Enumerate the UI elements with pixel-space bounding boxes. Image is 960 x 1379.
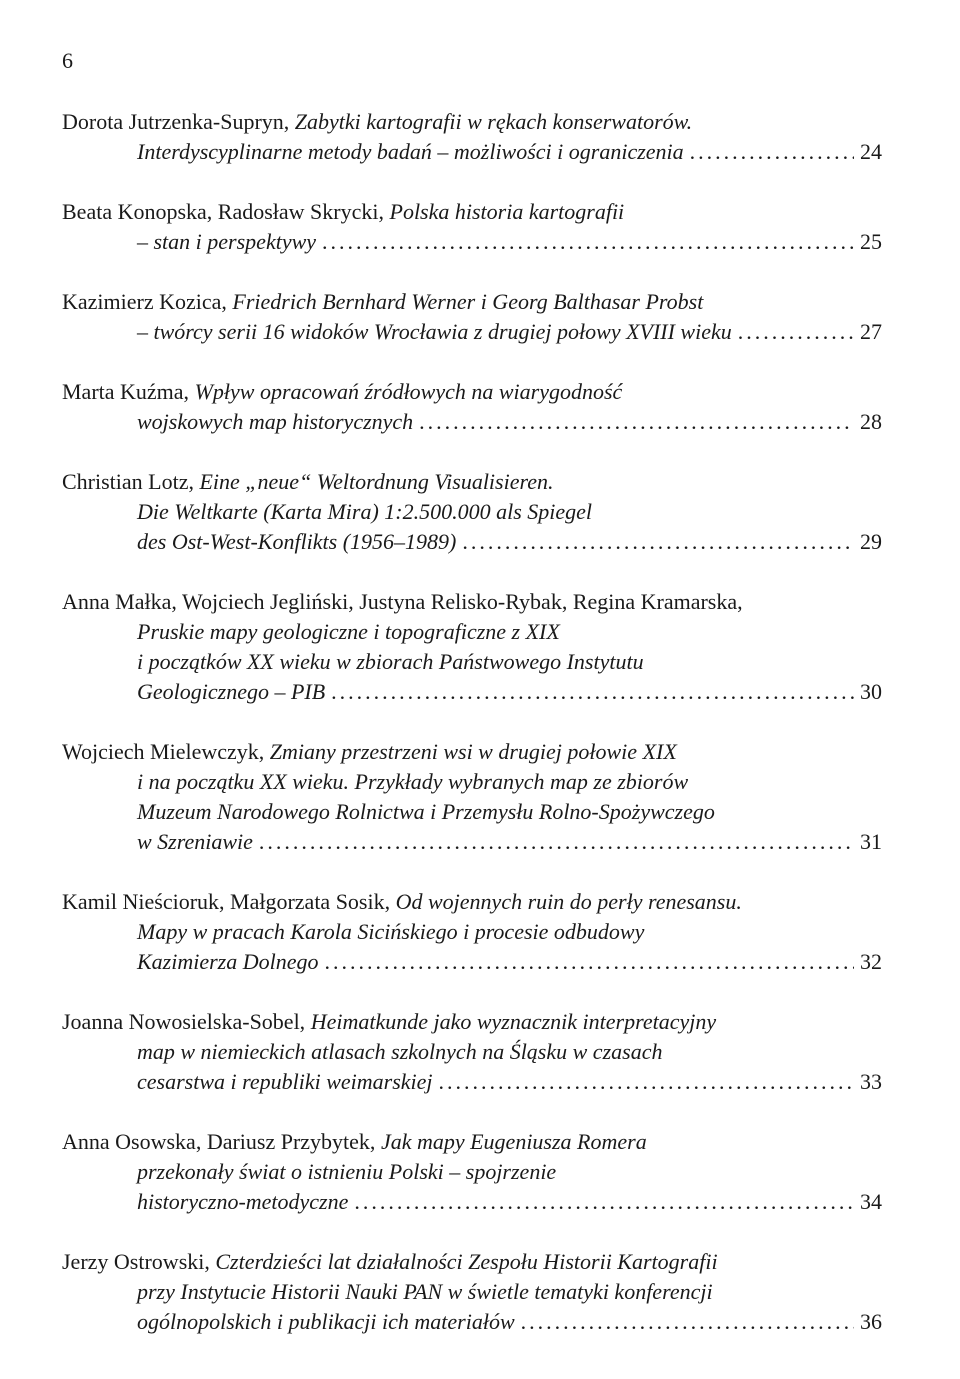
dot-leader — [325, 947, 855, 977]
toc-title-continuation: des Ost-West-Konflikts (1956–1989) — [137, 529, 457, 554]
toc-title-continuation: i na początku XX wieku. Przykłady wybranych map ze zbiorów — [137, 769, 689, 794]
toc-title-continuation: cesarstwa i republiki weimarskiej — [137, 1069, 433, 1094]
toc-title-continuation: Muzeum Narodowego Rolnictwa i Przemysłu Rolno-Spożywczego — [137, 799, 715, 824]
toc-title-continuation: w Szreniawie — [137, 829, 253, 854]
toc-title-continuation: historyczno-metodyczne — [137, 1189, 349, 1214]
toc-entry-last-line — [62, 317, 882, 347]
toc-entry-last-line — [62, 527, 882, 557]
toc-entry — [62, 1007, 882, 1097]
toc-author: Joanna Nowosielska-Sobel, — [62, 1009, 306, 1034]
toc-entry — [62, 197, 882, 257]
toc-entry-line — [62, 1277, 882, 1307]
toc-entry — [62, 287, 882, 347]
toc-entry-last-line — [62, 1187, 882, 1217]
toc-entry — [62, 467, 882, 557]
toc-entry — [62, 1247, 882, 1337]
toc-author: Dorota Jutrzenka-Supryn, — [62, 109, 290, 134]
toc-page-number[interactable]: 33 — [860, 1069, 882, 1094]
toc-entry-last-line — [62, 1307, 882, 1337]
toc-entry-line — [62, 797, 882, 827]
toc-entry — [62, 737, 882, 857]
toc-entry-line — [62, 497, 882, 527]
table-of-contents — [62, 107, 882, 1367]
toc-title-continuation: ogólnopolskich i publikacji ich materiałów — [137, 1309, 515, 1334]
toc-entry-last-line — [62, 827, 882, 857]
toc-page-number[interactable]: 27 — [860, 319, 882, 344]
toc-page-number[interactable]: 30 — [860, 679, 882, 704]
toc-title-continuation: Pruskie mapy geologiczne i topograficzne z XIX — [137, 619, 560, 644]
toc-title-continuation: przy Instytucie Historii Nauki PAN w świetle tematyki konferencji — [137, 1279, 713, 1304]
toc-page-number[interactable]: 34 — [860, 1189, 882, 1214]
toc-entry-line — [62, 917, 882, 947]
toc-entry — [62, 587, 882, 707]
toc-page-number[interactable]: 28 — [860, 409, 882, 434]
toc-title-continuation: Die Weltkarte (Karta Mira) 1:2.500.000 als Spiegel — [137, 499, 593, 524]
toc-entry — [62, 107, 882, 167]
toc-entry-line — [62, 767, 882, 797]
toc-entry — [62, 887, 882, 977]
toc-title-continuation: Kazimierza Dolnego — [137, 949, 319, 974]
toc-entry-first-line — [62, 1007, 882, 1037]
toc-entry-line — [62, 617, 882, 647]
dot-leader — [322, 227, 854, 257]
toc-title-continuation: Mapy w pracach Karola Sicińskiego i procesie odbudowy — [137, 919, 645, 944]
toc-title: Zmiany przestrzeni wsi w drugiej połowie XIX — [269, 739, 677, 764]
toc-entry-first-line — [62, 887, 882, 917]
toc-title: Friedrich Bernhard Werner i Georg Balthasar Probst — [232, 289, 704, 314]
dot-leader — [354, 1187, 854, 1217]
toc-title: Heimatkunde jako wyznacznik interpretacyjny — [310, 1009, 717, 1034]
toc-title: Wpływ opracowań źródłowych na wiarygodność — [194, 379, 623, 404]
toc-title-continuation: przekonały świat o istnieniu Polski – spojrzenie — [137, 1159, 557, 1184]
toc-page-number[interactable]: 36 — [860, 1309, 882, 1334]
toc-title: Od wojennych ruin do perły renesansu. — [395, 889, 742, 914]
toc-entry-first-line — [62, 587, 882, 617]
toc-author: Kamil Nieścioruk, Małgorzata Sosik, — [62, 889, 391, 914]
toc-title: Polska historia kartografii — [389, 199, 625, 224]
toc-page-number[interactable]: 24 — [860, 139, 882, 164]
dot-leader — [259, 827, 854, 857]
dot-leader — [462, 527, 854, 557]
dot-leader — [419, 407, 854, 437]
toc-entry-last-line — [62, 227, 882, 257]
toc-author: Beata Konopska, Radosław Skrycki, — [62, 199, 384, 224]
toc-title-continuation: Geologicznego – PIB — [137, 679, 326, 704]
toc-page-number[interactable]: 32 — [860, 949, 882, 974]
toc-entry-last-line — [62, 1067, 882, 1097]
toc-entry-first-line — [62, 1127, 882, 1157]
toc-author: Wojciech Mielewczyk, — [62, 739, 265, 764]
toc-entry-first-line — [62, 197, 882, 227]
dot-leader — [738, 317, 854, 347]
toc-entry-line — [62, 647, 882, 677]
toc-author: Marta Kuźma, — [62, 379, 190, 404]
toc-title-continuation: – stan i perspektywy — [137, 229, 317, 254]
toc-title-continuation: map w niemieckich atlasach szkolnych na Śląsku w czasach — [137, 1039, 663, 1064]
toc-title-continuation: i początków XX wieku w zbiorach Państwowego Instytutu — [137, 649, 644, 674]
toc-entry-first-line — [62, 737, 882, 767]
toc-title-continuation: Interdyscyplinarne metody badań – możliwości i ograniczenia — [137, 139, 684, 164]
toc-entry-last-line — [62, 947, 882, 977]
toc-entry-last-line — [62, 407, 882, 437]
toc-entry-first-line — [62, 287, 882, 317]
page-number: 6 — [62, 48, 73, 73]
toc-entry — [62, 1127, 882, 1217]
toc-author: Anna Osowska, Dariusz Przybytek, — [62, 1129, 376, 1154]
dot-leader — [690, 137, 854, 167]
toc-entry-first-line — [62, 377, 882, 407]
toc-entry-line — [62, 1157, 882, 1187]
toc-entry-last-line — [62, 677, 882, 707]
toc-author: Anna Małka, Wojciech Jegliński, Justyna Relisko-Rybak, Regina Kramarska, — [62, 589, 743, 614]
toc-author: Jerzy Ostrowski, — [62, 1249, 210, 1274]
toc-title-continuation: wojskowych map historycznych — [137, 409, 414, 434]
toc-entry-line — [62, 1037, 882, 1067]
dot-leader — [521, 1307, 854, 1337]
toc-author: Christian Lotz, — [62, 469, 194, 494]
toc-author: Kazimierz Kozica, — [62, 289, 227, 314]
toc-page-number[interactable]: 31 — [860, 829, 882, 854]
toc-title-continuation: – twórcy serii 16 widoków Wrocławia z drugiej połowy XVIII wieku — [137, 319, 732, 344]
dot-leader — [331, 677, 854, 707]
toc-entry-first-line — [62, 1247, 882, 1277]
toc-entry-first-line — [62, 467, 882, 497]
toc-page-number[interactable]: 29 — [860, 529, 882, 554]
toc-page-number[interactable]: 25 — [860, 229, 882, 254]
toc-entry-last-line — [62, 137, 882, 167]
dot-leader — [439, 1067, 854, 1097]
toc-title: Czterdzieści lat działalności Zespołu Historii Kartografii — [215, 1249, 718, 1274]
toc-entry — [62, 377, 882, 437]
toc-title: Zabytki kartografii w rękach konserwatorów. — [294, 109, 693, 134]
toc-title: Jak mapy Eugeniusza Romera — [380, 1129, 647, 1154]
toc-title: Eine „neue“ Weltordnung Visualisieren. — [199, 469, 554, 494]
toc-entry-first-line — [62, 107, 882, 137]
